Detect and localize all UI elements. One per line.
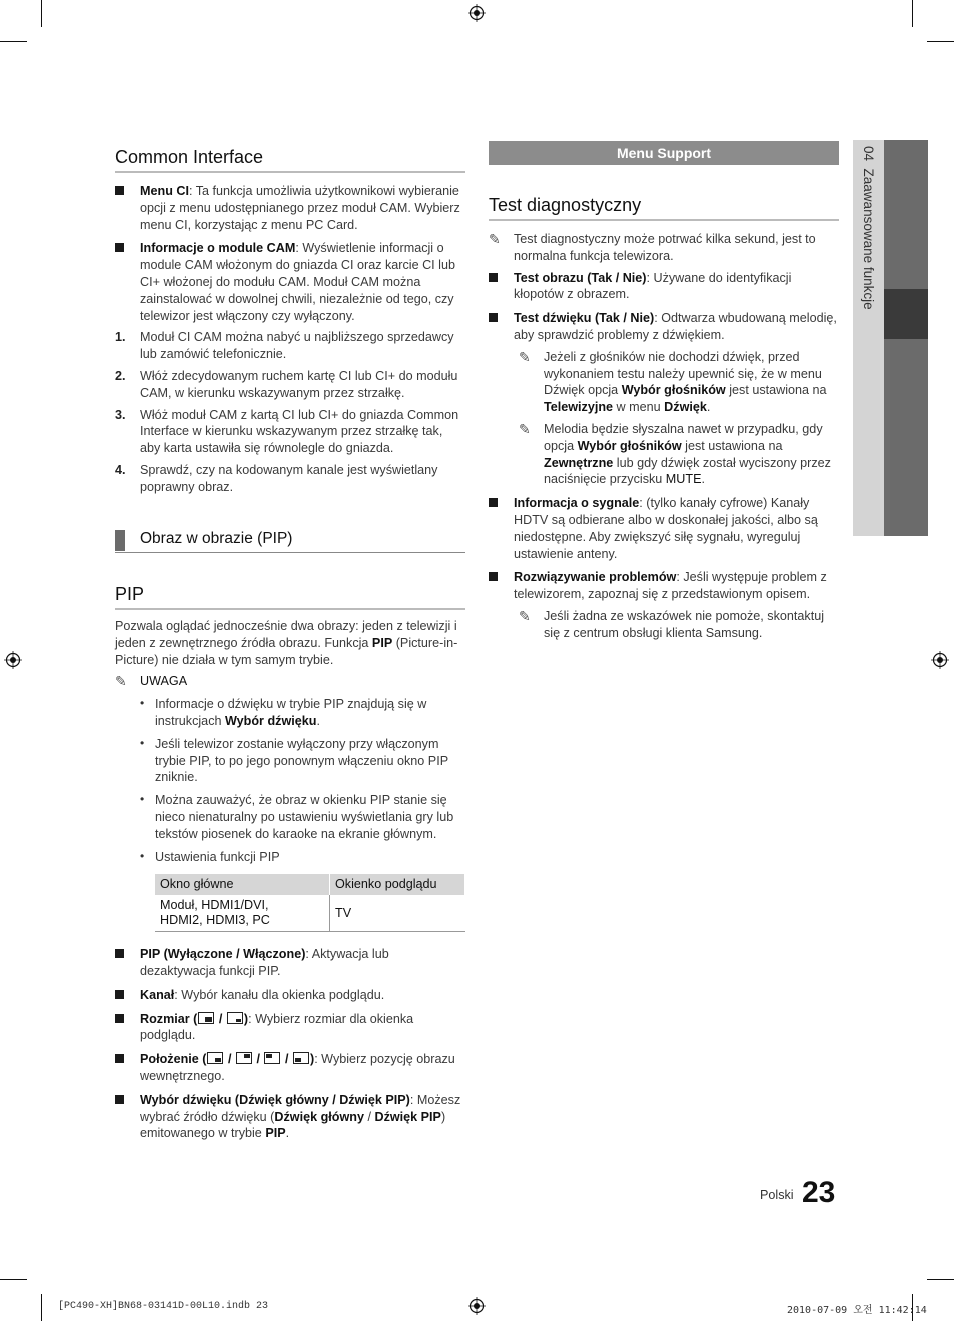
pip-intro: Pozwala oglądać jednocześnie dwa obrazy: jeden z telewizji i jeden z zewnętrznego źródła obrazu. Funkcja PIP (Picture-in-Picture) nie działa w tym samym trybie. — [115, 619, 458, 667]
bullet-square-icon — [115, 990, 124, 999]
list-item: Informacje o module CAM: Wyświetlenie informacji o module CAM włożonym do gniazda CI oraz karcie CI lub CI+ włożonej do modułu CAM. Moduł CAM można zainstalować w dowolnej chwili, niezależnie od tego, czy telewizor jest włączony czy wyłączony. — [115, 240, 465, 324]
bullet-square-icon — [489, 313, 498, 322]
registration-mark-icon — [468, 4, 486, 22]
note-label: ✎ UWAGA — [115, 673, 188, 690]
language-label: Polski — [760, 1188, 794, 1202]
crop-mark — [41, 0, 42, 27]
note-pencil-icon: ✎ — [519, 348, 531, 365]
note-item: • Ustawienia funkcji PIP — [140, 848, 280, 864]
table-header: Okno główne — [155, 874, 330, 895]
note-item: ✎ Melodia będzie słyszalna nawet w przypadku, gdy opcja Wybór głośników jest ustawiona na Zewnętrzne lub gdy dźwięk został wyciszony przez naciśnięcie przycisku MUTE. — [519, 420, 831, 487]
note-pencil-icon: ✎ — [115, 673, 127, 690]
note-item: • Można zauważyć, że obraz w okienku PIP stanie się nieco nienaturalny po ustawieniu wyświetlania gry lub tekstów piosenek do karaoke na ekranie głównym. — [140, 792, 454, 841]
pip-position-bottom-left-icon — [293, 1052, 309, 1064]
table-row — [155, 895, 465, 932]
list-item: Rozmiar ( / ): Wybierz rozmiar dla okienka podglądu. — [115, 1011, 465, 1045]
pip-position-top-right-icon — [236, 1052, 252, 1064]
list-item: Test dźwięku (Tak / Nie): Odtwarza wbudowaną melodię, aby sprawdzić problemy z dźwiękiem. — [489, 310, 839, 344]
print-timestamp: 2010-07-09 오전 11:42:14 — [787, 1305, 927, 1316]
list-item: Położenie ( / / / ): Wybierz pozycję obrazu wewnętrznego. — [115, 1051, 465, 1085]
note-item: ✎ Jeśli żadna ze wskazówek nie pomoże, skontaktuj się z centrum obsługi klienta Samsung. — [519, 607, 825, 640]
pip-settings-table — [155, 874, 465, 932]
note-item: ✎ Test diagnostyczny może potrwać kilka sekund, jest to normalna funkcja telewizora. — [489, 231, 816, 263]
numbered-step: 4. Sprawdź, czy na kodowanym kanale jest wyświetlany poprawny obraz. — [115, 462, 438, 494]
chapter-number: 04 — [861, 146, 876, 162]
bullet-square-icon — [115, 1054, 124, 1063]
subsection-header-pip — [115, 528, 465, 553]
registration-mark-icon — [931, 651, 949, 669]
crop-mark — [927, 41, 954, 42]
file-info: [PC490-XH]BN68-03141D-00L10.indb 23 — [58, 1301, 269, 1312]
subsection-title: Obraz w obrazie (PIP) — [140, 530, 293, 547]
numbered-step: 3. Włóż moduł CAM z kartą CI lub CI+ do gniazda Common Interface w kierunku wskazywanym przez strzałkę tak, aby karta ustawiła się równolegle do gniazda. — [115, 407, 459, 456]
note-pencil-icon: ✎ — [519, 607, 531, 624]
left-column — [115, 146, 465, 496]
bullet-square-icon — [489, 498, 498, 507]
pip-position-top-left-icon — [264, 1052, 280, 1064]
registration-mark-icon — [4, 651, 22, 669]
list-item: Informacja o sygnale: (tylko kanały cyfrowe) Kanały HDTV są odbierane albo w doskonałej jakości, albo są niedostępne. Aby zwiększyć siłę sygnału, wyreguluj ustawienie anteny. — [489, 495, 839, 562]
section-title-pip: PIP — [115, 583, 465, 610]
subsection-marker — [115, 530, 125, 551]
bullet-square-icon — [115, 1014, 124, 1023]
pip-section — [115, 583, 465, 1142]
list-item: Kanał: Wybór kanału dla okienka podglądu. — [115, 987, 465, 1004]
table-cell: Moduł, HDMI1/DVI, HDMI2, HDMI3, PC — [155, 895, 330, 932]
crop-mark — [41, 1294, 42, 1321]
pip-position-bottom-right-icon — [207, 1052, 223, 1064]
crop-mark — [0, 1279, 27, 1280]
list-item: Wybór dźwięku (Dźwięk główny / Dźwięk PIP): Możesz wybrać źródło dźwięku (Dźwięk główny / Dźwięk PIP) emitowanego w trybie PIP. — [115, 1092, 465, 1142]
note-pencil-icon: ✎ — [519, 420, 531, 437]
crop-mark — [927, 1279, 954, 1280]
note-item: • Jeśli telewizor zostanie wyłączony przy włączonym trybie PIP, to po jego ponownym włączeniu okno PIP zniknie. — [140, 735, 448, 785]
table-cell: TV — [330, 895, 465, 932]
bullet-square-icon — [115, 949, 124, 958]
note-item: • Informacje o dźwięku w trybie PIP znajdują się w instrukcjach Wybór dźwięku. — [140, 696, 427, 728]
side-tab-label — [858, 146, 878, 310]
pip-size-small-icon — [227, 1012, 243, 1024]
bullet-square-icon — [115, 243, 124, 252]
menu-support-bar: Menu Support — [489, 141, 839, 165]
bullet-square-icon — [115, 1095, 124, 1104]
chapter-title: Zaawansowane funkcje — [861, 168, 876, 310]
list-item: PIP (Wyłączone / Włączone): Aktywacja lub dezaktywacja funkcji PIP. — [115, 946, 465, 980]
registration-mark-icon — [468, 1297, 486, 1315]
list-item: Rozwiązywanie problemów: Jeśli występuje problem z telewizorem, zapoznaj się z przedstawionym opisem. — [489, 569, 839, 603]
section-title-diagnostic: Test diagnostyczny — [489, 194, 839, 221]
crop-mark — [912, 0, 913, 27]
bullet-square-icon — [489, 572, 498, 581]
note-item: ✎ Jeżeli z głośników nie dochodzi dźwięk, przed wykonaniem testu należy upewnić się, że w menu Dźwięk opcja Wybór głośników jest ustawiona na Telewizyjne w menu Dźwięk. — [519, 348, 827, 415]
section-title-common-interface: Common Interface — [115, 146, 465, 173]
numbered-step: 2. Włóż zdecydowanym ruchem kartę CI lub CI+ do modułu CAM, w kierunku wskazywanym przez strzałkę. — [115, 368, 458, 400]
pip-size-large-icon — [198, 1012, 214, 1024]
bullet-square-icon — [489, 273, 498, 282]
numbered-step: 1. Moduł CI CAM można nabyć u najbliższego sprzedawcy lub zamówić telefonicznie. — [115, 330, 454, 362]
list-item: Test obrazu (Tak / Nie): Używane do identyfikacji kłopotów z obrazem. — [489, 270, 839, 304]
table-header: Okienko podglądu — [330, 874, 465, 895]
note-pencil-icon: ✎ — [489, 231, 501, 247]
crop-mark — [0, 41, 27, 42]
list-item: Menu CI: Ta funkcja umożliwia użytkownikowi wybieranie opcji z menu udostępnianego przez moduł CAM. Wybierz menu CI, korzystając z menu PC Card. — [115, 183, 465, 233]
right-column — [489, 194, 839, 642]
page-number: 23 — [802, 1176, 836, 1209]
bullet-square-icon — [115, 186, 124, 195]
side-tab-active — [884, 289, 928, 339]
